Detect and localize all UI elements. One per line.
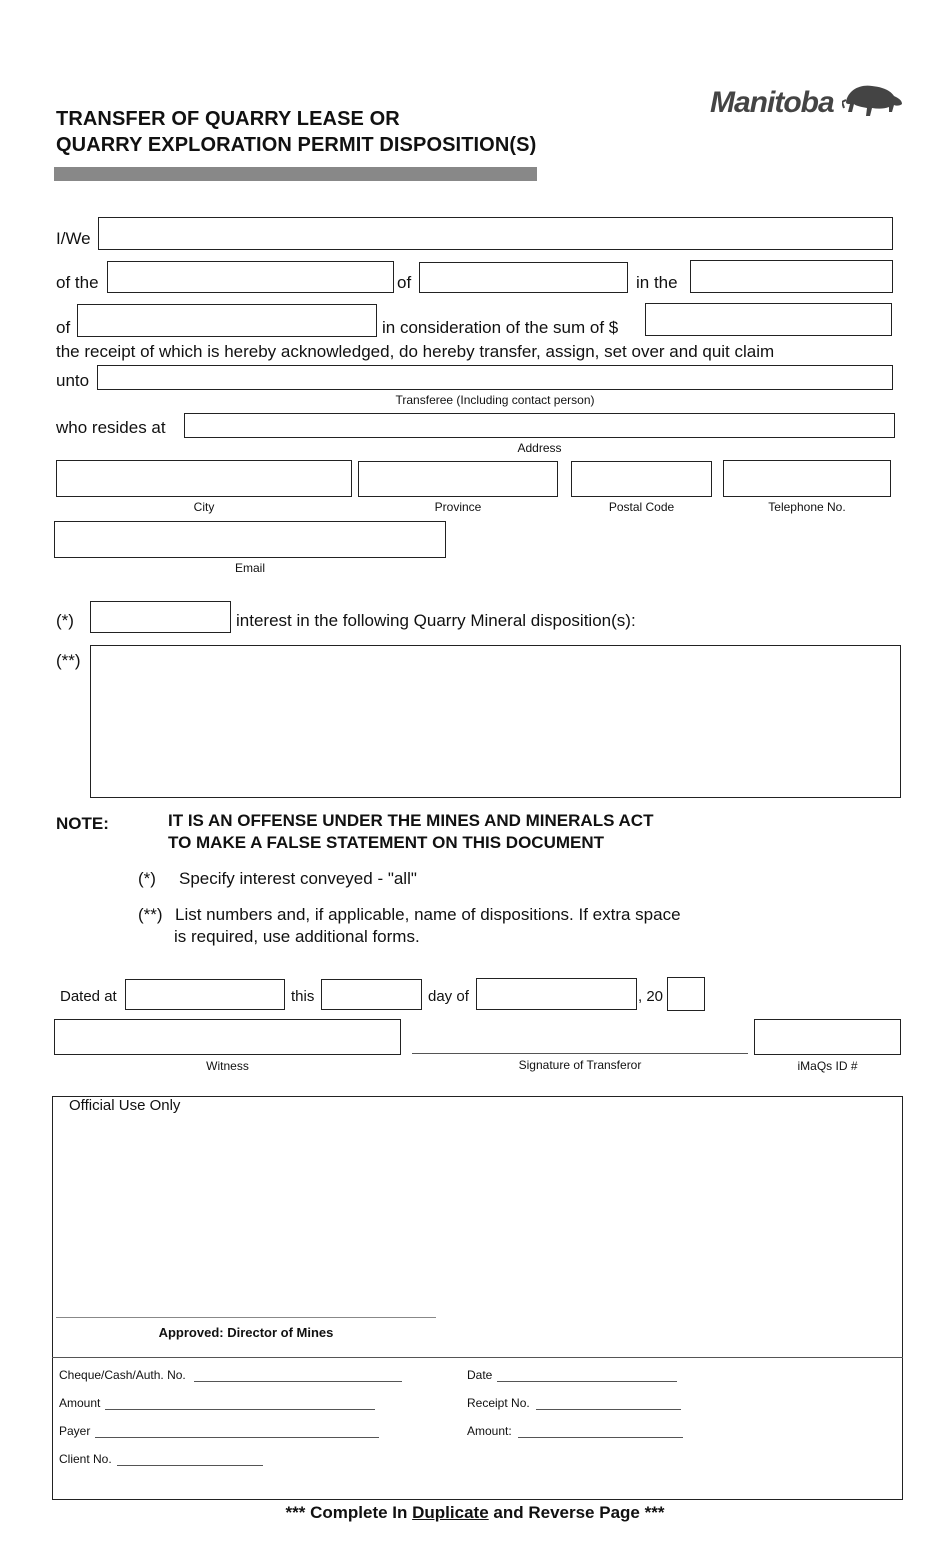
amount-line [105, 1409, 375, 1410]
witness-caption: Witness [206, 1059, 249, 1073]
client-label: Client No. [59, 1452, 112, 1466]
day-of-label: day of [428, 988, 469, 1005]
unto-label: unto [56, 371, 90, 390]
official-use-panel [52, 1096, 903, 1500]
client-line [117, 1465, 263, 1466]
city-input[interactable] [56, 460, 352, 497]
consideration-label: in consideration of the sum of $ [382, 318, 619, 337]
province-caption: Province [434, 500, 482, 514]
cheque-line [194, 1381, 402, 1382]
year-prefix-label: , 20 [638, 988, 664, 1005]
receipt-text: the receipt of which is hereby acknowledged, do hereby transfer, assign, set over and quit claim [56, 342, 775, 361]
title-divider-bar [54, 167, 537, 181]
of-label-2: of [56, 318, 71, 337]
note-item2-line1: List numbers and, if applicable, name of dispositions. If extra space [175, 905, 681, 924]
approved-caption: Approved: Director of Mines [158, 1325, 334, 1340]
transferee-input[interactable] [97, 365, 893, 390]
postal-code-caption: Postal Code [608, 500, 675, 514]
in-the-input[interactable] [690, 260, 893, 293]
payer-line [95, 1437, 379, 1438]
of-label: of [397, 273, 412, 292]
email-input[interactable] [54, 521, 446, 558]
payer-label: Payer [59, 1424, 91, 1438]
this-label: this [291, 988, 315, 1005]
amount2-label: Amount: [467, 1424, 512, 1438]
note-warning-line1: IT IS AN OFFENSE UNDER THE MINES AND MINERALS ACT [168, 811, 654, 830]
dated-at-label: Dated at [60, 988, 117, 1005]
note-item2-marker: (**) [138, 905, 163, 924]
interest-label: interest in the following Quarry Mineral disposition(s): [236, 611, 636, 630]
witness-input[interactable] [54, 1019, 401, 1055]
note-item1-text: Specify interest conveyed - "all" [179, 869, 417, 888]
bison-icon [842, 82, 904, 122]
interest-marker: (*) [56, 611, 74, 630]
imaqs-id-caption: iMaQs ID # [797, 1059, 858, 1073]
dated-at-input[interactable] [125, 979, 285, 1010]
note-label: NOTE: [56, 814, 109, 833]
city-caption: City [193, 500, 215, 514]
signature-line[interactable] [412, 1053, 748, 1054]
address-input[interactable] [184, 413, 895, 438]
footer-suffix: and Reverse Page *** [488, 1503, 665, 1522]
form-title-line2: QUARRY EXPLORATION PERMIT DISPOSITION(S) [56, 134, 537, 156]
logo-wordmark: Manitoba [710, 86, 834, 119]
iwe-input[interactable] [98, 217, 893, 250]
dispositions-textarea[interactable] [90, 645, 901, 798]
amount2-line [518, 1437, 683, 1438]
cheque-label: Cheque/Cash/Auth. No. [59, 1368, 186, 1382]
email-caption: Email [234, 561, 265, 575]
footer-instruction [0, 1503, 950, 1523]
note-warning-line2: TO MAKE A FALSE STATEMENT ON THIS DOCUMENT [168, 833, 605, 852]
interest-input[interactable] [90, 601, 231, 633]
signature-caption: Signature of Transferor [518, 1058, 642, 1072]
of-the-input[interactable] [107, 261, 394, 293]
date-label: Date [467, 1368, 493, 1382]
address-caption: Address [517, 441, 562, 455]
official-use-heading: Official Use Only [69, 1097, 181, 1114]
postal-code-input[interactable] [571, 461, 712, 497]
in-the-label: in the [636, 273, 678, 292]
official-divider [52, 1357, 903, 1358]
footer-underlined: Duplicate [412, 1503, 489, 1522]
of-input[interactable] [419, 262, 628, 293]
telephone-caption: Telephone No. [768, 500, 846, 514]
resides-label: who resides at [56, 418, 166, 437]
day-input[interactable] [321, 979, 422, 1010]
imaqs-id-input[interactable] [754, 1019, 901, 1055]
month-input[interactable] [476, 978, 637, 1010]
iwe-label: I/We [56, 229, 91, 248]
province-input[interactable] [358, 461, 558, 497]
dispositions-marker: (**) [56, 651, 81, 670]
date-line [497, 1381, 677, 1382]
of-the-label: of the [56, 273, 99, 292]
footer-prefix: *** Complete In [285, 1503, 413, 1522]
form-title-line1: TRANSFER OF QUARRY LEASE OR [56, 108, 400, 130]
manitoba-logo [710, 82, 905, 126]
year-input[interactable] [667, 977, 705, 1011]
note-item2-line2: is required, use additional forms. [174, 927, 420, 946]
receipt-line [536, 1409, 681, 1410]
transferee-caption: Transferee (Including contact person) [395, 393, 595, 407]
amount-label: Amount [59, 1396, 101, 1410]
director-signature-line [56, 1317, 436, 1318]
sum-input[interactable] [645, 303, 892, 336]
of-input-2[interactable] [77, 304, 377, 337]
receipt-label: Receipt No. [467, 1396, 530, 1410]
note-item1-marker: (*) [138, 869, 156, 888]
telephone-input[interactable] [723, 460, 891, 497]
